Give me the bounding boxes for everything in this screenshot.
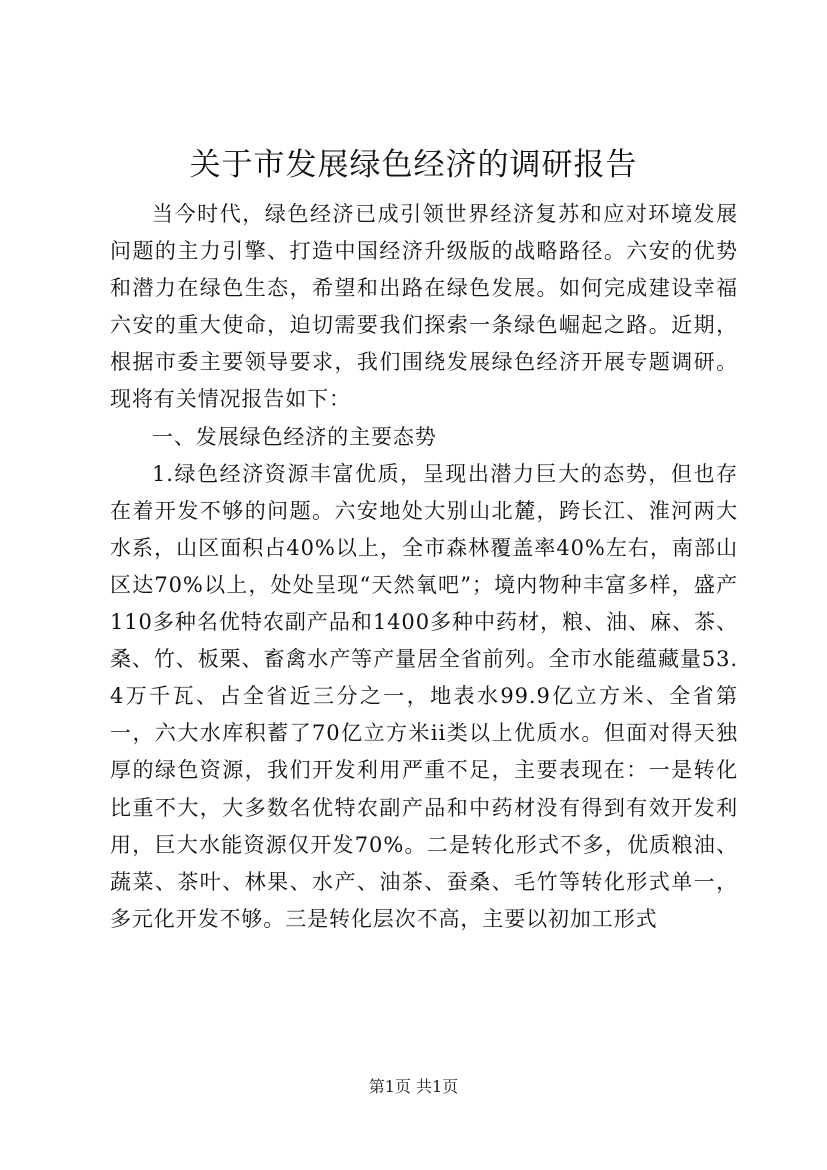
paragraph-intro: 当今时代，绿色经济已成引领世界经济复苏和应对环境发展问题的主力引擎、打造中国经济升级版的战略路径。六安的优势和潜力在绿色生态，希望和出路在绿色发展。如何完成建设幸福六安的重大使命，迫切需要我们探索一条绿色崛起之路。近期，根据市委主要领导要求，我们围绕发展绿色经济开展专题调研。现将有关情况报告如下：: [110, 202, 738, 412]
document-title: 关于市发展绿色经济的调研报告: [189, 147, 638, 183]
section-heading-1: 一、发展绿色经济的主要态势: [152, 424, 437, 449]
paragraph-section-1-1: 1.绿色经济资源丰富优质，呈现出潜力巨大的态势，但也存在着开发不够的问题。六安地处大别山北麓，跨长江、淮河两大水系，山区面积占40%以上，全市森林覆盖率40%左右，南部山区达70%以上，处处呈现“天然氧吧”；境内物种丰富多样，盛产110多种名优特农副产品和1400多种中药材，粮、油、麻、茶、桑、竹、板栗、畜禽水产等产量居全省前列。全市水能蕴藏量53.4万千瓦、占全省近三分之一，地表水99.9亿立方米、全省第一，六大水库积蓄了70亿立方米ii类以上优质水。但面对得天独厚的绿色资源，我们开发利用严重不足，主要表现在：一是转化比重不大，大多数名优特农副产品和中药材没有得到有效开发利用，巨大水能资源仅开发70%。二是转化形式不多，优质粮油、蔬菜、茶叶、林果、水产、油茶、蚕桑、毛竹等转化形式单一，多元化开发不够。三是转化层次不高，主要以初加工形式: [110, 461, 738, 931]
page-number-footer: 第1页 共1页: [368, 1077, 459, 1096]
document-body: [110, 196, 738, 938]
